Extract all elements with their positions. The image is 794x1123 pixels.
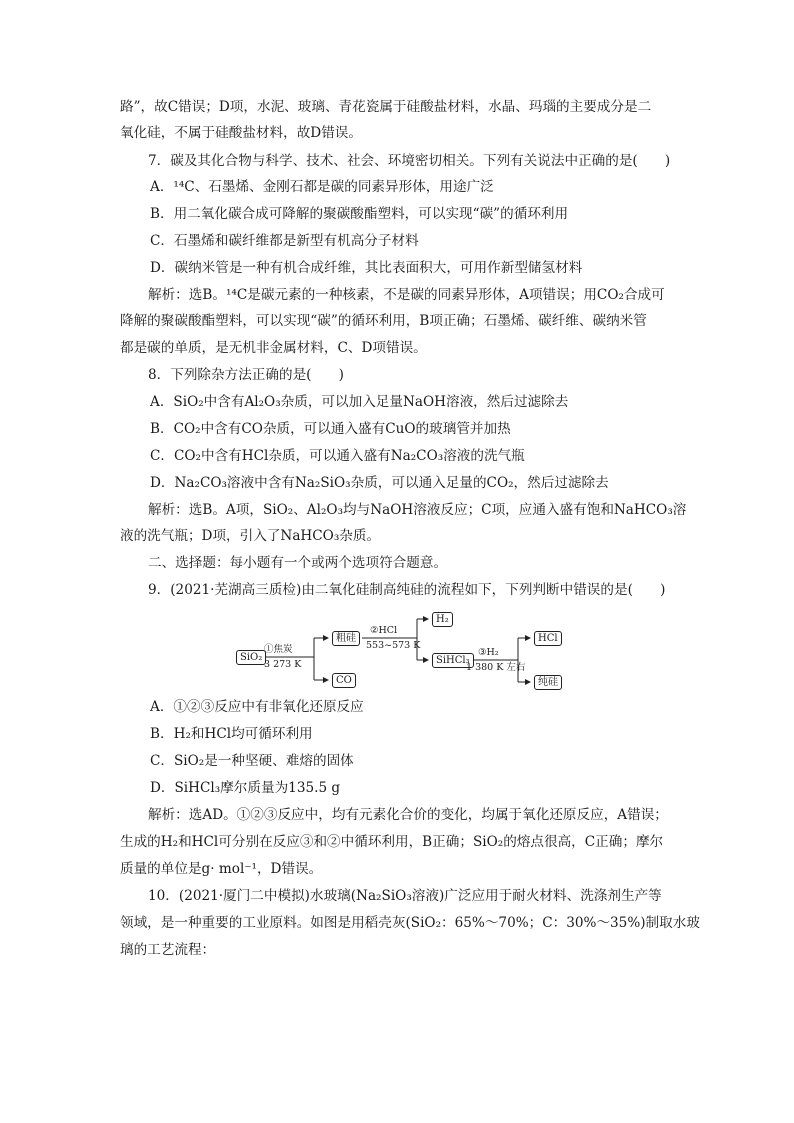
answer-analysis: 解析：选AD。①②③反应中，均有元素化合价的变化，均属于氧化还原反应，A错误； xyxy=(148,807,668,823)
option-b: B．用二氧化碳合成可降解的聚碳酸酯塑料，可以实现“碳”的循环利用 xyxy=(150,206,569,222)
crude-silicon-box: 粗硅 xyxy=(332,631,360,646)
sio2-box: SiO₂ xyxy=(236,650,266,665)
answer-analysis: 解析：选B。A项，SiO₂、Al₂O₃均与NaOH溶液反应；C项，应通入盛有饱和NaHCO₃溶 xyxy=(148,502,687,518)
option-d: D．Na₂CO₃溶液中含有Na₂SiO₃杂质，可以通入足量的CO₂，然后过滤除去 xyxy=(150,475,609,491)
step3-reagent: ③H₂ xyxy=(478,647,499,658)
text-line: 路”，故C错误；D项，水泥、玻璃、青花瓷属于硅酸盐材料，水晶、玛瑙的主要成分是二 xyxy=(120,99,652,115)
text-line: 氧化硅，不属于硅酸盐材料，故D错误。 xyxy=(120,125,362,141)
option-a: A．SiO₂中含有Al₂O₃杂质，可以加入足量NaOH溶液，然后过滤除去 xyxy=(150,394,569,410)
pure-silicon-box: 纯硅 xyxy=(534,675,562,690)
question-10-stem: 领域，是一种重要的工业原料。如图是用稻壳灰(SiO₂：65%～70%；C：30%～35%)制取水玻 xyxy=(120,915,700,931)
option-c: C．SiO₂是一种坚硬、难熔的固体 xyxy=(150,753,354,769)
answer-analysis: 液的洗气瓶；D项，引入了NaHCO₃杂质。 xyxy=(120,528,381,544)
h2-box: H₂ xyxy=(432,612,453,627)
hcl-box: HCl xyxy=(534,631,562,646)
question-7-stem: 7．碳及其化合物与科学、技术、社会、环境密切相关。下列有关说法中正确的是( ) xyxy=(148,153,671,169)
silicon-flow-diagram xyxy=(232,610,572,692)
answer-analysis: 解析：选B。¹⁴C是碳元素的一种核素，不是碳的同素异形体，A项错误；用CO₂合成可 xyxy=(148,287,665,303)
option-b: B．H₂和HCl均可循环利用 xyxy=(150,726,313,742)
answer-analysis: 生成的H₂和HCl可分别在反应③和②中循环利用，B正确；SiO₂的熔点很高，C正确；摩尔 xyxy=(120,834,664,850)
option-a: A．¹⁴C、石墨烯、金刚石都是碳的同素异形体，用途广泛 xyxy=(150,179,494,195)
co-box: CO xyxy=(332,673,356,688)
sihcl3-box: SiHCl₃ xyxy=(432,653,474,668)
option-b: B．CO₂中含有CO杂质，可以通入盛有CuO的玻璃管并加热 xyxy=(150,421,511,437)
option-d: D．碳纳米管是一种有机合成纤维，其比表面积大，可用作新型储氢材料 xyxy=(150,260,583,276)
step2-reagent: ②HCl xyxy=(370,625,398,636)
answer-analysis: 都是碳的单质，是无机非金属材料，C、D项错误。 xyxy=(120,340,427,356)
step1-condition: 3 273 K xyxy=(264,659,302,670)
question-10-stem: 10．(2021·厦门二中模拟)水玻璃(Na₂SiO₃溶液)广泛应用于耐火材料、洗涤剂生产等 xyxy=(148,888,662,904)
question-9-stem: 9．(2021·芜湖高三质检)由二氧化硅制高纯硅的流程如下，下列判断中错误的是( ) xyxy=(148,582,666,598)
option-a: A．①②③反应中有非氧化还原反应 xyxy=(150,699,364,715)
question-8-stem: 8．下列除杂方法正确的是( ) xyxy=(148,367,344,383)
step2-condition: 553~573 K xyxy=(366,640,421,651)
option-c: C．石墨烯和碳纤维都是新型有机高分子材料 xyxy=(150,233,419,249)
section-heading: 二、选择题：每小题有一个或两个选项符合题意。 xyxy=(148,555,448,571)
answer-analysis: 降解的聚碳酸酯塑料，可以实现“碳”的循环利用，B项正确；石墨烯、碳纤维、碳纳米管 xyxy=(120,313,647,329)
option-d: D．SiHCl₃摩尔质量为135.5 g xyxy=(150,780,341,796)
step1-reagent: ①焦炭 xyxy=(264,644,293,655)
step3-condition: 1 380 K 左右 xyxy=(466,662,526,673)
answer-analysis: 质量的单位是g· mol⁻¹，D错误。 xyxy=(120,861,323,877)
option-c: C．CO₂中含有HCl杂质，可以通入盛有Na₂CO₃溶液的洗气瓶 xyxy=(150,448,525,464)
question-10-stem: 璃的工艺流程： xyxy=(120,942,216,958)
